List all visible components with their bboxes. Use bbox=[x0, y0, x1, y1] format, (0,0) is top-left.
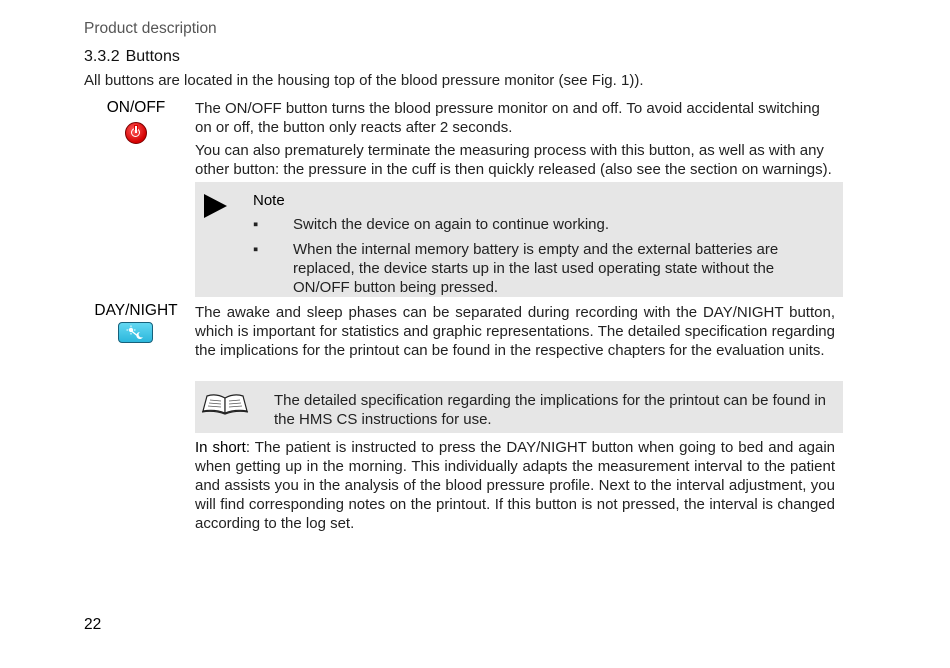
page-number: 22 bbox=[84, 616, 102, 633]
running-head: Product description bbox=[84, 20, 217, 37]
note-title: Note bbox=[253, 192, 285, 209]
onoff-paragraph-2: You can also prematurely terminate the measuring process with this button, as well as with any other button: the pressure in the cuff is then quickly released (also see the section on warnings). bbox=[195, 142, 832, 178]
in-short-paragraph bbox=[195, 438, 835, 533]
section-heading bbox=[84, 48, 180, 66]
onoff-label: ON/OFF bbox=[106, 99, 166, 116]
daynight-paragraph: The awake and sleep phases can be separated during recording with the DAY/NIGHT button, which is important for statistics and graphic representations. The detailed specification regarding the implications for the printout can be found in the respective chapters for the evaluation units. bbox=[195, 304, 835, 359]
intro-text: All buttons are located in the housing top of the blood pressure monitor (see Fig. 1)). bbox=[84, 72, 644, 89]
in-short-text: : The patient is instructed to press the DAY/NIGHT button when going to bed and again when getting up in the morning. This individually adapts the measurement interval to the patient and assists you in the analysis of the blood pressure profile. Next to the interval adjustment, you will find corresponding notes on the printout. If this button is not pressed, the interval is changed according to the log set. bbox=[195, 439, 835, 532]
section-title: Buttons bbox=[125, 48, 180, 65]
bullet-icon: ▪ bbox=[253, 241, 259, 258]
bullet-icon: ▪ bbox=[253, 216, 259, 233]
sun-moon-button-icon bbox=[118, 322, 153, 343]
note-box bbox=[195, 182, 843, 297]
open-book-icon bbox=[200, 391, 250, 417]
in-short-lead: In short bbox=[195, 439, 246, 456]
note-item: ▪ Switch the device on again to continue working. bbox=[253, 216, 610, 233]
note-item: ▪ When the internal memory battery is empty and the external batteries are replaced, the device starts up in the last used operating state without the ON/OFF button being pressed. bbox=[253, 241, 779, 296]
daynight-label: DAY/NIGHT bbox=[94, 302, 178, 319]
reference-box bbox=[195, 381, 843, 433]
reference-text: The detailed specification regarding the implications for the printout can be found in the HMS CS instructions for use. bbox=[274, 392, 827, 428]
onoff-paragraph-1: The ON/OFF button turns the blood pressure monitor on and off. To avoid accidental switching on or off, the button only reacts after 2 seconds. bbox=[195, 100, 820, 136]
power-button-icon bbox=[125, 122, 147, 144]
section-number: 3.3.2 bbox=[84, 48, 120, 65]
note-list bbox=[253, 215, 813, 303]
note-arrow-icon bbox=[202, 192, 228, 220]
